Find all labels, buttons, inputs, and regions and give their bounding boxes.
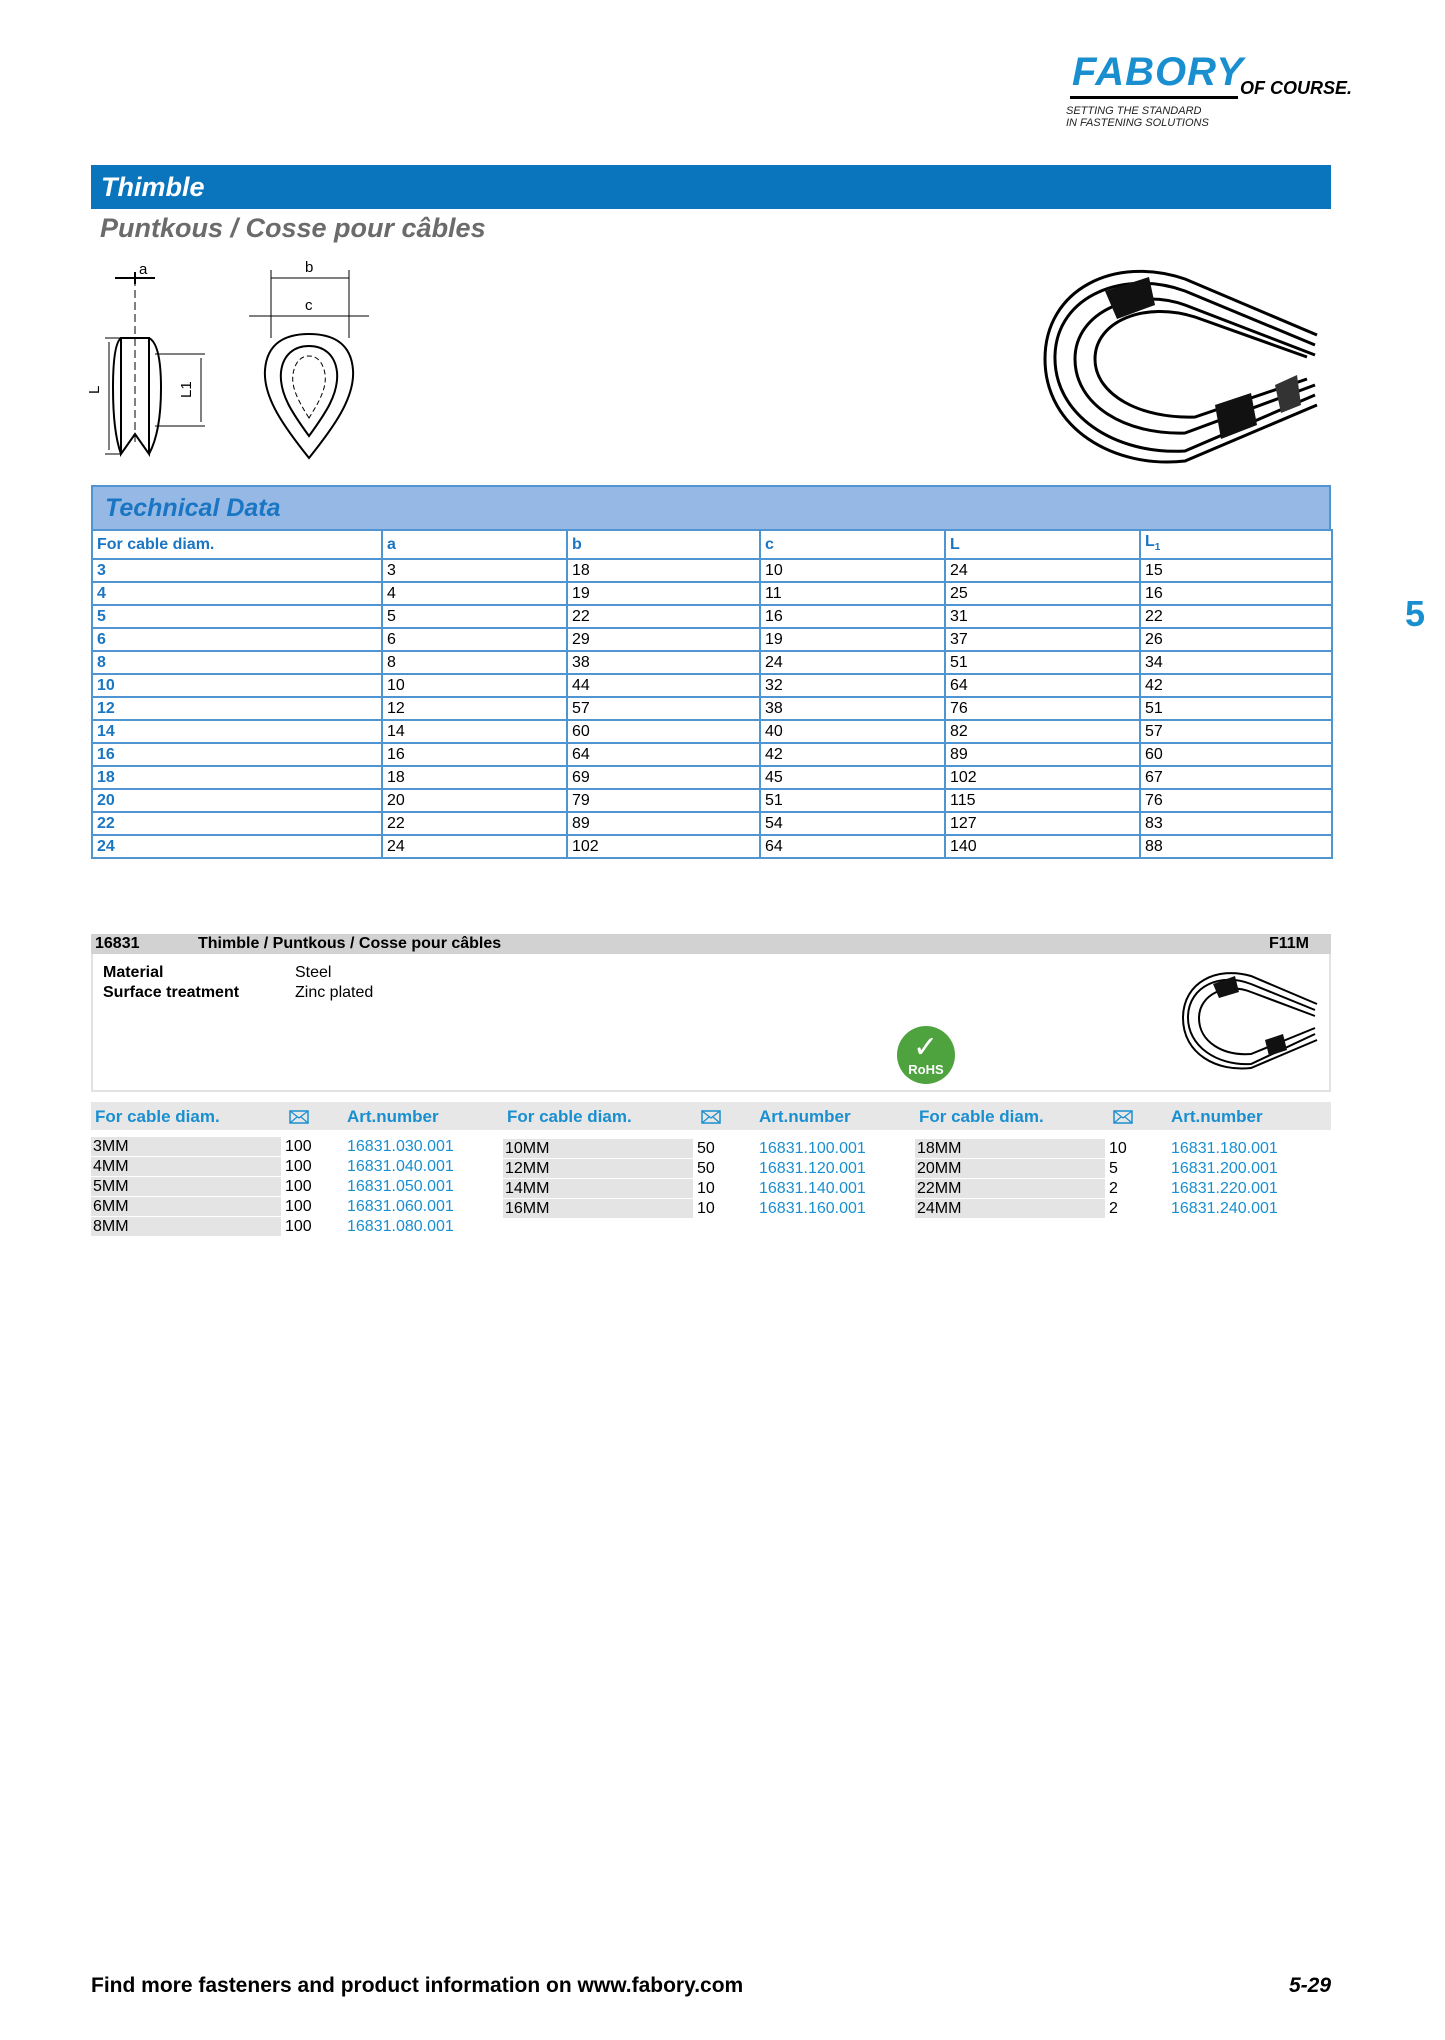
table-cell: 102 (567, 835, 760, 858)
dim-b-label: b (305, 259, 314, 276)
package-quantity: 50 (697, 1160, 715, 1177)
table-cell: 20 (382, 789, 567, 812)
fabory-logo (1064, 50, 1354, 136)
technical-data-heading-bar (91, 485, 1331, 529)
table-cell: 10 (382, 674, 567, 697)
table-cell: 64 (945, 674, 1140, 697)
table-cell: 12 (382, 697, 567, 720)
table-row (92, 605, 1332, 628)
package-quantity: 50 (697, 1140, 715, 1157)
cable-diameter: 18MM (915, 1139, 1105, 1158)
table-cell: 44 (567, 674, 760, 697)
package-quantity: 10 (697, 1200, 715, 1217)
article-number-link[interactable]: 16831.200.001 (1171, 1160, 1278, 1177)
table-cell: 5 (382, 605, 567, 628)
table-row (92, 789, 1332, 812)
table-row (92, 697, 1332, 720)
table-cell: 4 (382, 582, 567, 605)
table-cell: 67 (1140, 766, 1332, 789)
table-cell: 140 (945, 835, 1140, 858)
table-row (92, 812, 1332, 835)
table-cell: 82 (945, 720, 1140, 743)
technical-data-heading: Technical Data (105, 494, 281, 522)
cable-diameter: 24MM (915, 1199, 1105, 1218)
col-header-c: c (760, 530, 945, 559)
table-cell: 51 (760, 789, 945, 812)
table-cell: 22 (92, 812, 382, 835)
package-qty-icon (1113, 1110, 1133, 1124)
page-title: Thimble (101, 172, 205, 202)
table-cell: 42 (1140, 674, 1332, 697)
table-cell: 14 (92, 720, 382, 743)
rohs-label: RoHS (908, 1062, 944, 1077)
cable-diameter: 8MM (91, 1217, 281, 1236)
table-cell: 22 (567, 605, 760, 628)
table-cell: 26 (1140, 628, 1332, 651)
dim-L1-label: L1 (178, 381, 195, 398)
table-cell: 6 (92, 628, 382, 651)
package-qty-icon (289, 1110, 309, 1124)
table-cell: 15 (1140, 559, 1332, 582)
check-icon: ✓ (913, 1031, 939, 1064)
package-quantity: 2 (1109, 1200, 1118, 1217)
product-name: Thimble / Puntkous / Cosse pour câbles (198, 935, 502, 952)
list-item (91, 1137, 491, 1157)
package-quantity: 100 (285, 1138, 312, 1155)
table-cell: 60 (567, 720, 760, 743)
table-cell: 16 (1140, 582, 1332, 605)
table-cell: 40 (760, 720, 945, 743)
table-cell: 18 (92, 766, 382, 789)
list-item (915, 1199, 1315, 1219)
cable-diameter: 22MM (915, 1179, 1105, 1198)
cable-diameter: 4MM (91, 1157, 281, 1176)
section-number: 5 (1405, 593, 1426, 634)
table-cell: 6 (382, 628, 567, 651)
table-cell: 3 (92, 559, 382, 582)
table-cell: 38 (567, 651, 760, 674)
package-quantity: 10 (1109, 1140, 1127, 1157)
table-cell: 8 (92, 651, 382, 674)
article-column-3 (915, 1139, 1315, 1219)
table-row (92, 766, 1332, 789)
table-row (92, 628, 1332, 651)
table-row (92, 835, 1332, 858)
table-cell: 102 (945, 766, 1140, 789)
cable-diameter: 5MM (91, 1177, 281, 1196)
table-cell: 18 (567, 559, 760, 582)
dim-L-label: L (86, 385, 103, 394)
table-cell: 76 (1140, 789, 1332, 812)
article-table-header (91, 1102, 1331, 1130)
list-item (915, 1139, 1315, 1159)
table-row (92, 582, 1332, 605)
table-cell: 89 (945, 743, 1140, 766)
cable-diameter: 3MM (91, 1137, 281, 1156)
table-cell: 5 (92, 605, 382, 628)
list-item (91, 1157, 491, 1177)
cable-diameter: 10MM (503, 1139, 693, 1158)
list-item (503, 1139, 903, 1159)
col-header-L: L (945, 530, 1140, 559)
thimble-product-image (1045, 255, 1335, 467)
table-cell: 57 (1140, 720, 1332, 743)
table-cell: 69 (567, 766, 760, 789)
logo-tagline-2: IN FASTENING SOLUTIONS (1066, 117, 1209, 129)
col-header-cable-diam: For cable diam. (92, 530, 382, 559)
list-item (503, 1199, 903, 1219)
page-number: 5-29 (1288, 1974, 1331, 1997)
table-cell: 19 (567, 582, 760, 605)
rohs-badge (897, 1026, 955, 1084)
table-cell: 10 (92, 674, 382, 697)
surface-treatment-label: Surface treatment (103, 984, 240, 1001)
table-cell: 10 (760, 559, 945, 582)
col-header-a: a (382, 530, 567, 559)
article-number-link[interactable]: 16831.120.001 (759, 1160, 866, 1177)
logo-underline (1070, 96, 1238, 99)
table-cell: 60 (1140, 743, 1332, 766)
list-item (91, 1217, 491, 1237)
table-row (92, 743, 1332, 766)
dim-a-label: a (139, 261, 148, 278)
table-cell: 32 (760, 674, 945, 697)
article-column-2 (503, 1139, 903, 1219)
table-row (92, 651, 1332, 674)
col-header-b: b (567, 530, 760, 559)
art-header-diam-1: For cable diam. (95, 1107, 220, 1126)
front-view-drawing (245, 258, 375, 468)
list-item (915, 1159, 1315, 1179)
table-cell: 16 (760, 605, 945, 628)
article-number-link[interactable]: 16831.180.001 (1171, 1140, 1278, 1157)
table-cell: 8 (382, 651, 567, 674)
table-cell: 4 (92, 582, 382, 605)
product-code: 16831 (95, 935, 140, 952)
table-row (92, 674, 1332, 697)
table-cell: 14 (382, 720, 567, 743)
table-cell: 37 (945, 628, 1140, 651)
col-header-L1-letter: L (1145, 533, 1155, 550)
article-number-link[interactable]: 16831.220.001 (1171, 1180, 1278, 1197)
table-cell: 18 (382, 766, 567, 789)
table-cell: 16 (92, 743, 382, 766)
product-details (91, 954, 1331, 1092)
list-item (503, 1179, 903, 1199)
package-quantity: 5 (1109, 1160, 1118, 1177)
article-number-link[interactable]: 16831.240.001 (1171, 1200, 1278, 1217)
table-cell: 57 (567, 697, 760, 720)
art-header-number-1: Art.number (347, 1107, 439, 1126)
package-quantity: 2 (1109, 1180, 1118, 1197)
thimble-thumbnail (1183, 966, 1323, 1070)
material-label: Material (103, 964, 164, 981)
logo-wordmark: FABORY (1072, 50, 1244, 94)
package-quantity: 100 (285, 1178, 312, 1195)
table-cell: 79 (567, 789, 760, 812)
table-cell: 51 (945, 651, 1140, 674)
table-cell: 11 (760, 582, 945, 605)
list-item (91, 1197, 491, 1217)
cable-diameter: 14MM (503, 1179, 693, 1198)
table-cell: 29 (567, 628, 760, 651)
cable-diameter: 6MM (91, 1197, 281, 1216)
surface-treatment-value: Zinc plated (295, 984, 374, 1001)
table-cell: 24 (92, 835, 382, 858)
side-view-drawing (86, 258, 225, 468)
table-cell: 51 (1140, 697, 1332, 720)
article-column-1 (91, 1137, 491, 1237)
table-cell: 88 (1140, 835, 1332, 858)
table-cell: 127 (945, 812, 1140, 835)
list-item (503, 1159, 903, 1179)
table-cell: 24 (382, 835, 567, 858)
article-number-link[interactable]: 16831.040.001 (347, 1158, 454, 1175)
article-number-link[interactable]: 16831.140.001 (759, 1180, 866, 1197)
logo-slogan: OF COURSE. (1240, 78, 1353, 98)
product-ref: F11M (1268, 935, 1309, 952)
article-number-link[interactable]: 16831.080.001 (347, 1218, 454, 1235)
technical-data-table (91, 529, 1333, 859)
article-number-link[interactable]: 16831.030.001 (347, 1138, 454, 1155)
art-header-diam-2: For cable diam. (507, 1107, 632, 1126)
col-header-L1 (1140, 530, 1332, 559)
cable-diameter: 20MM (915, 1159, 1105, 1178)
table-row (92, 720, 1332, 743)
table-cell: 25 (945, 582, 1140, 605)
table-cell: 64 (760, 835, 945, 858)
logo-tagline-1: SETTING THE STANDARD (1066, 105, 1202, 117)
table-cell: 45 (760, 766, 945, 789)
title-bar (91, 165, 1331, 209)
article-number-link[interactable]: 16831.060.001 (347, 1198, 454, 1215)
table-cell: 24 (760, 651, 945, 674)
table-cell: 22 (382, 812, 567, 835)
list-item (915, 1179, 1315, 1199)
col-header-L1-sub: 1 (1154, 542, 1161, 554)
table-cell: 34 (1140, 651, 1332, 674)
table-cell: 83 (1140, 812, 1332, 835)
table-cell: 54 (760, 812, 945, 835)
table-cell: 20 (92, 789, 382, 812)
table-cell: 31 (945, 605, 1140, 628)
cable-diameter: 12MM (503, 1159, 693, 1178)
table-cell: 115 (945, 789, 1140, 812)
cable-diameter: 16MM (503, 1199, 693, 1218)
table-cell: 76 (945, 697, 1140, 720)
art-header-diam-3: For cable diam. (919, 1107, 1044, 1126)
package-quantity: 100 (285, 1218, 312, 1235)
table-cell: 3 (382, 559, 567, 582)
table-cell: 64 (567, 743, 760, 766)
table-cell: 38 (760, 697, 945, 720)
package-qty-icon (701, 1110, 721, 1124)
package-quantity: 100 (285, 1198, 312, 1215)
table-cell: 42 (760, 743, 945, 766)
technical-data-section (91, 485, 1331, 859)
table-cell: 16 (382, 743, 567, 766)
page-subtitle: Puntkous / Cosse pour câbles (100, 213, 486, 243)
table-cell: 24 (945, 559, 1140, 582)
art-header-number-2: Art.number (759, 1107, 851, 1126)
article-number-link[interactable]: 16831.100.001 (759, 1140, 866, 1157)
art-header-number-3: Art.number (1171, 1107, 1263, 1126)
list-item (91, 1177, 491, 1197)
material-value: Steel (295, 964, 332, 981)
dim-c-label: c (305, 297, 313, 314)
article-number-link[interactable]: 16831.160.001 (759, 1200, 866, 1217)
table-header-row (92, 530, 1332, 559)
footer-text: Find more fasteners and product information on www.fabory.com (91, 1974, 744, 1997)
table-row (92, 559, 1332, 582)
product-header-bar (91, 934, 1331, 954)
table-cell: 22 (1140, 605, 1332, 628)
article-number-link[interactable]: 16831.050.001 (347, 1178, 454, 1195)
package-quantity: 10 (697, 1180, 715, 1197)
package-quantity: 100 (285, 1158, 312, 1175)
table-cell: 19 (760, 628, 945, 651)
table-cell: 89 (567, 812, 760, 835)
table-cell: 12 (92, 697, 382, 720)
